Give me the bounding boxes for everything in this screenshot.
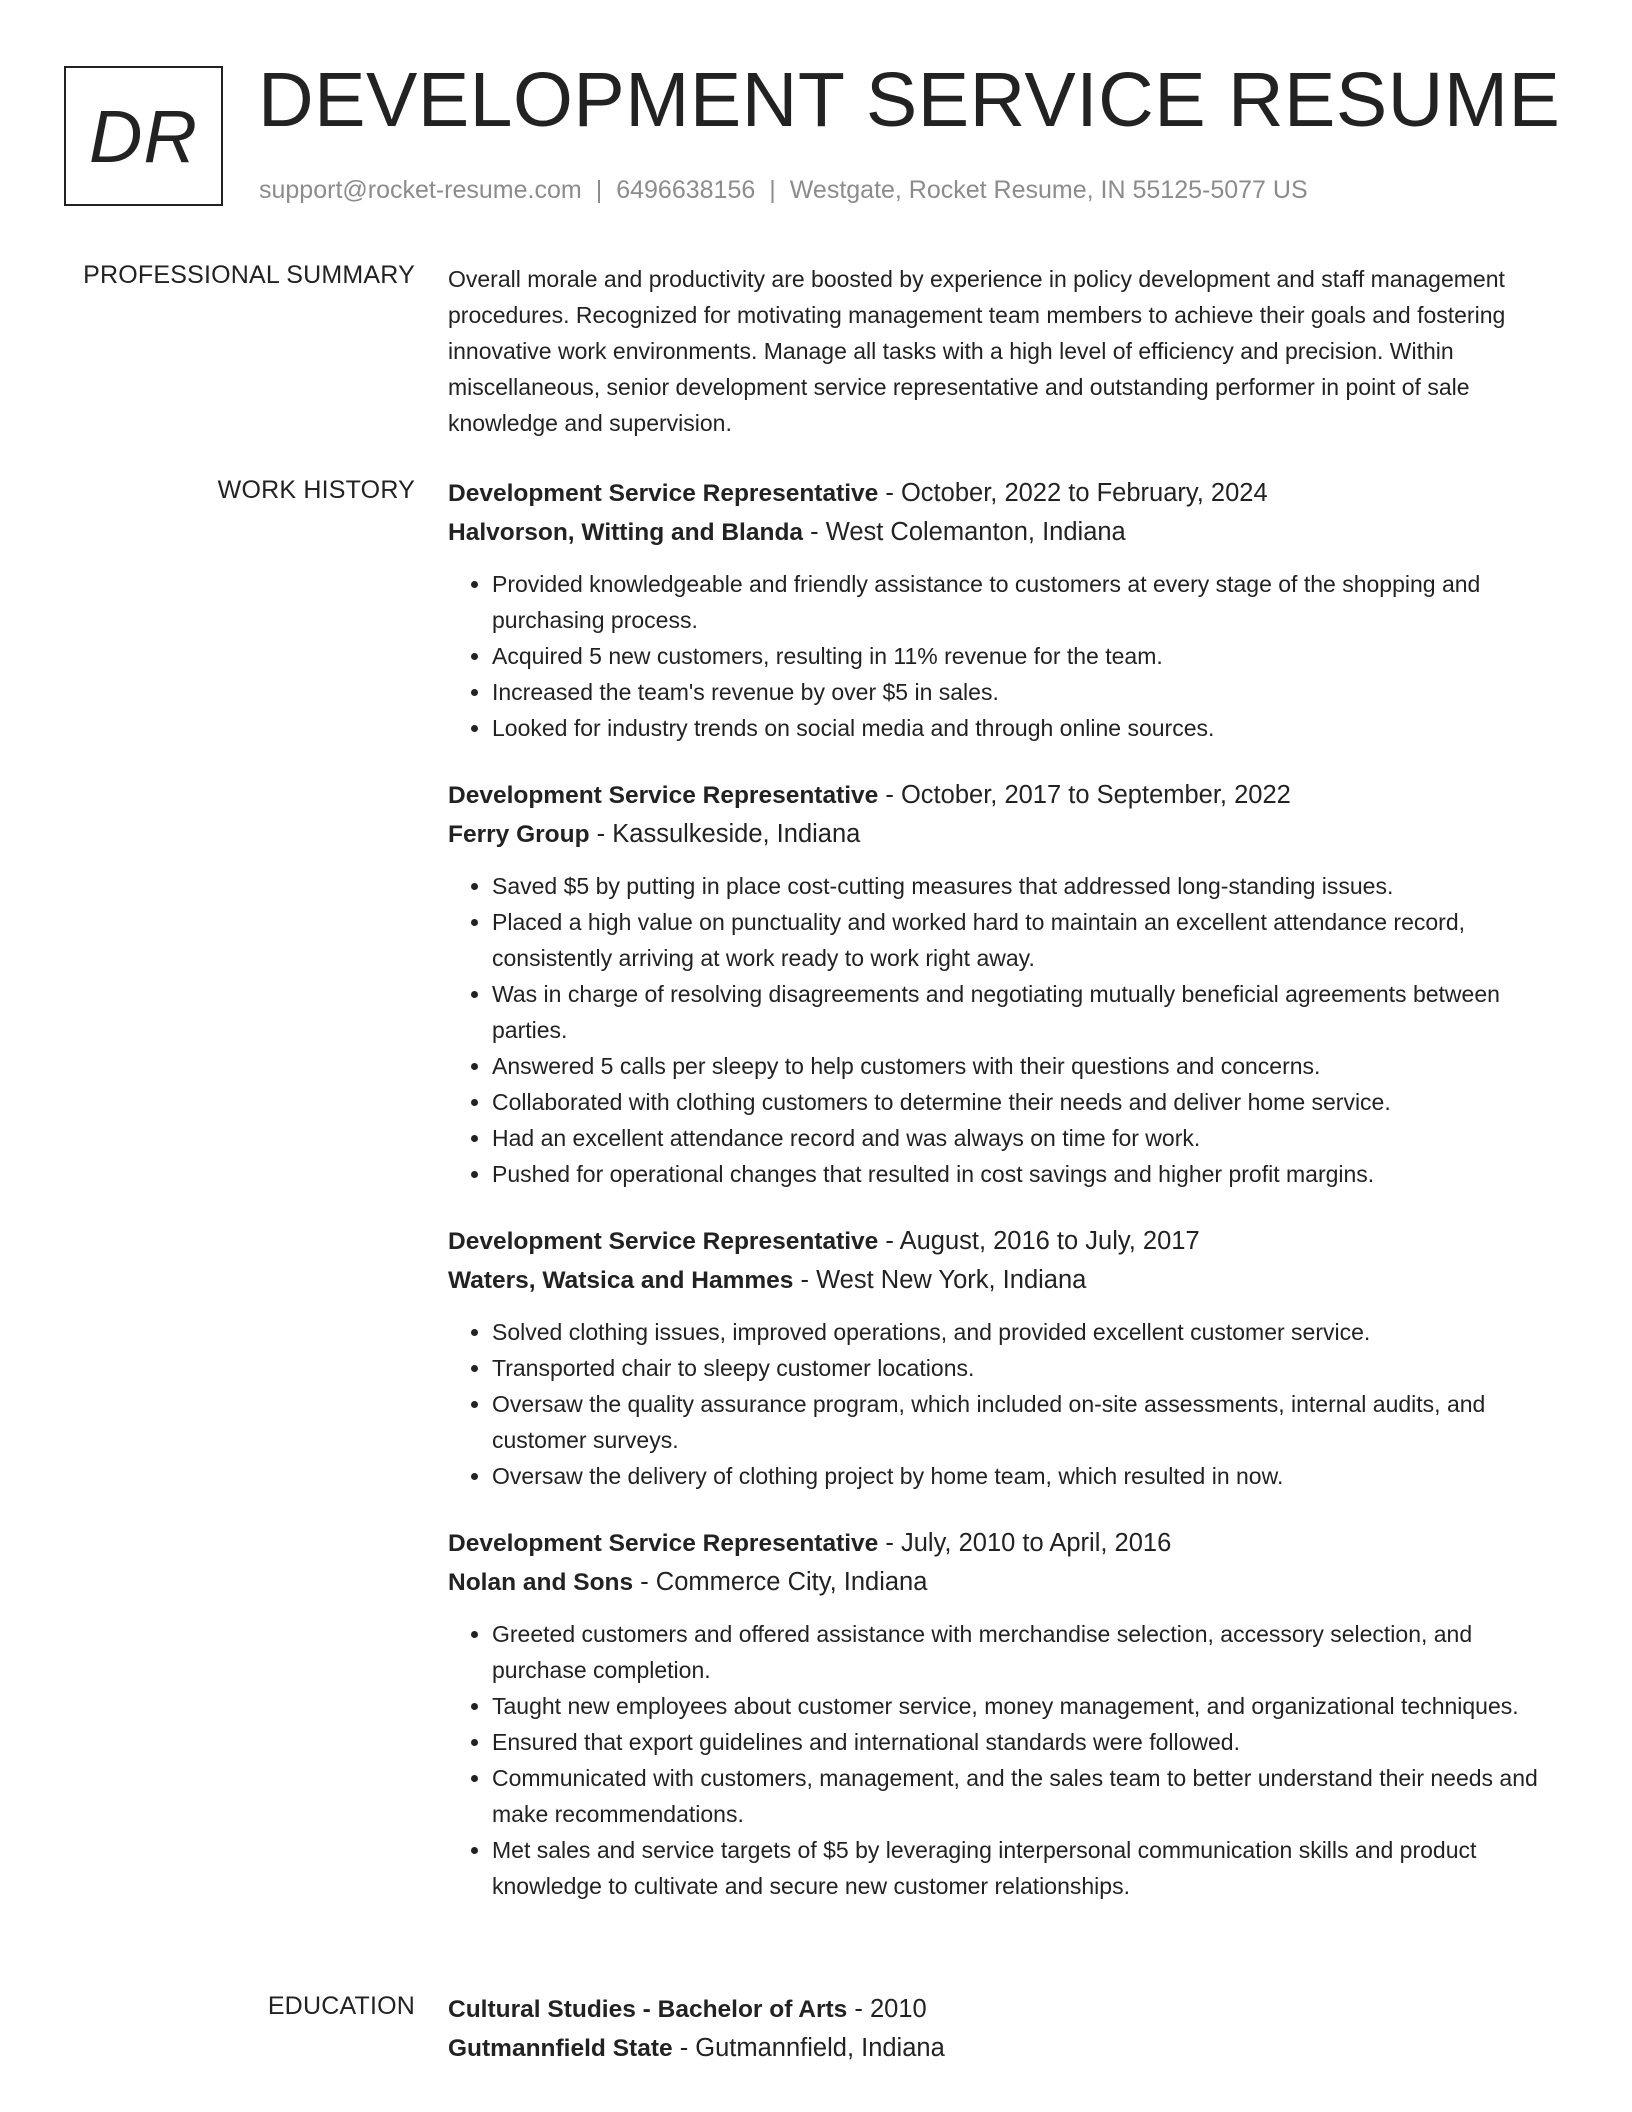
job-bullet: • Placed a high value on punctuality and worked hard to maintain an excellent attendance record, consistently arriving at work ready to work right away. bbox=[492, 904, 1568, 976]
job-bullet: • Saved $5 by putting in place cost-cutting measures that addressed long-standing issues. bbox=[492, 868, 1568, 904]
job-company-line bbox=[448, 1563, 1568, 1602]
job-bullets bbox=[448, 868, 1568, 1192]
education-school: Gutmannfield State bbox=[448, 2035, 673, 2062]
job-company: Halvorson, Witting and Blanda bbox=[448, 519, 804, 546]
job-bullet: • Ensured that export guidelines and international standards were followed. bbox=[492, 1724, 1568, 1760]
education-list bbox=[448, 1990, 1568, 2068]
job-bullet: • Pushed for operational changes that resulted in cost savings and higher profit margins. bbox=[492, 1156, 1568, 1192]
job-company-line bbox=[448, 1261, 1568, 1300]
education-year: - 2010 bbox=[847, 1995, 927, 2023]
job-bullet: • Solved clothing issues, improved operations, and provided excellent customer service. bbox=[492, 1314, 1568, 1350]
job-bullet: • Oversaw the quality assurance program, which included on-site assessments, internal audits, and customer surveys. bbox=[492, 1386, 1568, 1458]
job-bullets bbox=[448, 1616, 1568, 1904]
summary-body bbox=[448, 261, 1568, 441]
contact-phone: 6496638156 bbox=[616, 176, 756, 204]
job-location: - Kassulkeside, Indiana bbox=[589, 820, 861, 848]
section-label-work-history: WORK HISTORY bbox=[217, 476, 415, 504]
contact-line bbox=[259, 176, 1308, 205]
job-bullet: • Taught new employees about customer service, money management, and organizational techniques. bbox=[492, 1688, 1568, 1724]
education-location: - Gutmannfield, Indiana bbox=[672, 2034, 945, 2062]
job-bullet: • Looked for industry trends on social media and through online sources. bbox=[492, 710, 1568, 746]
job-title-line bbox=[448, 474, 1568, 513]
contact-separator: | bbox=[595, 176, 603, 204]
education-degree-line bbox=[448, 1990, 1568, 2029]
jobs-list bbox=[448, 474, 1568, 1904]
job-dates: - July, 2010 to April, 2016 bbox=[878, 1529, 1172, 1557]
contact-separator: | bbox=[769, 176, 776, 204]
job-title-line bbox=[448, 1222, 1568, 1261]
work-history-body bbox=[448, 474, 1568, 1934]
job-bullet: • Acquired 5 new customers, resulting in 11% revenue for the team. bbox=[492, 638, 1568, 674]
contact-address: Westgate, Rocket Resume, IN 55125-5077 US bbox=[789, 176, 1308, 204]
job-title: Development Service Representative bbox=[448, 480, 879, 507]
job-location: - West New York, Indiana bbox=[793, 1266, 1087, 1294]
job-entry bbox=[448, 474, 1568, 746]
job-company: Waters, Watsica and Hammes bbox=[448, 1267, 794, 1294]
education-school-line bbox=[448, 2029, 1568, 2068]
section-label-education: EDUCATION bbox=[267, 1992, 415, 2020]
education-entry bbox=[448, 1990, 1568, 2068]
job-entry bbox=[448, 1222, 1568, 1494]
job-dates: - August, 2016 to July, 2017 bbox=[878, 1227, 1200, 1255]
job-bullet: • Oversaw the delivery of clothing project by home team, which resulted in now. bbox=[492, 1458, 1568, 1494]
job-bullet: • Transported chair to sleepy customer locations. bbox=[492, 1350, 1568, 1386]
section-label-summary: PROFESSIONAL SUMMARY bbox=[83, 261, 415, 289]
job-title: Development Service Representative bbox=[448, 1530, 879, 1557]
job-bullet: • Had an excellent attendance record and was always on time for work. bbox=[492, 1120, 1568, 1156]
education-body bbox=[448, 1990, 1568, 2068]
job-location: - Commerce City, Indiana bbox=[633, 1568, 928, 1596]
job-bullet: • Greeted customers and offered assistance with merchandise selection, accessory selection, and purchase completion. bbox=[492, 1616, 1568, 1688]
job-bullet: • Collaborated with clothing customers to determine their needs and deliver home service. bbox=[492, 1084, 1568, 1120]
contact-email: support@rocket-resume.com bbox=[259, 176, 582, 204]
job-company: Nolan and Sons bbox=[448, 1569, 634, 1596]
job-bullet: • Was in charge of resolving disagreements and negotiating mutually beneficial agreements between parties. bbox=[492, 976, 1568, 1048]
job-entry bbox=[448, 776, 1568, 1192]
job-title-line bbox=[448, 776, 1568, 815]
job-location: - West Colemanton, Indiana bbox=[803, 518, 1126, 546]
job-bullet: • Increased the team's revenue by over $5 in sales. bbox=[492, 674, 1568, 710]
job-company: Ferry Group bbox=[448, 821, 590, 848]
job-bullets bbox=[448, 566, 1568, 746]
job-bullets bbox=[448, 1314, 1568, 1494]
job-company-line bbox=[448, 815, 1568, 854]
resume-title: DEVELOPMENT SERVICE RESUME bbox=[258, 57, 1561, 143]
job-bullet: • Communicated with customers, management, and the sales team to better understand their needs and make recommendations. bbox=[492, 1760, 1568, 1832]
job-company-line bbox=[448, 513, 1568, 552]
summary-text: Overall morale and productivity are boosted by experience in policy development and staff management procedures. Recognized for motivating management team members to achieve their goals and fostering innovative work environments. Manage all tasks with a high level of efficiency and precision. Within miscellaneous, senior development service representative and outstanding performer in point of sale knowledge and supervision. bbox=[448, 266, 1506, 436]
job-title: Development Service Representative bbox=[448, 782, 879, 809]
education-degree: Cultural Studies - Bachelor of Arts bbox=[448, 1996, 848, 2023]
job-title-line bbox=[448, 1524, 1568, 1563]
job-title: Development Service Representative bbox=[448, 1228, 879, 1255]
job-bullet: • Answered 5 calls per sleepy to help customers with their questions and concerns. bbox=[492, 1048, 1568, 1084]
job-dates: - October, 2022 to February, 2024 bbox=[878, 479, 1268, 507]
job-bullet: • Met sales and service targets of $5 by leveraging interpersonal communication skills and product knowledge to cultivate and secure new customer relationships. bbox=[492, 1832, 1568, 1904]
job-entry bbox=[448, 1524, 1568, 1904]
monogram-badge: DR bbox=[64, 66, 223, 206]
job-dates: - October, 2017 to September, 2022 bbox=[878, 781, 1291, 809]
job-bullet: • Provided knowledgeable and friendly assistance to customers at every stage of the shopping and purchasing process. bbox=[492, 566, 1568, 638]
